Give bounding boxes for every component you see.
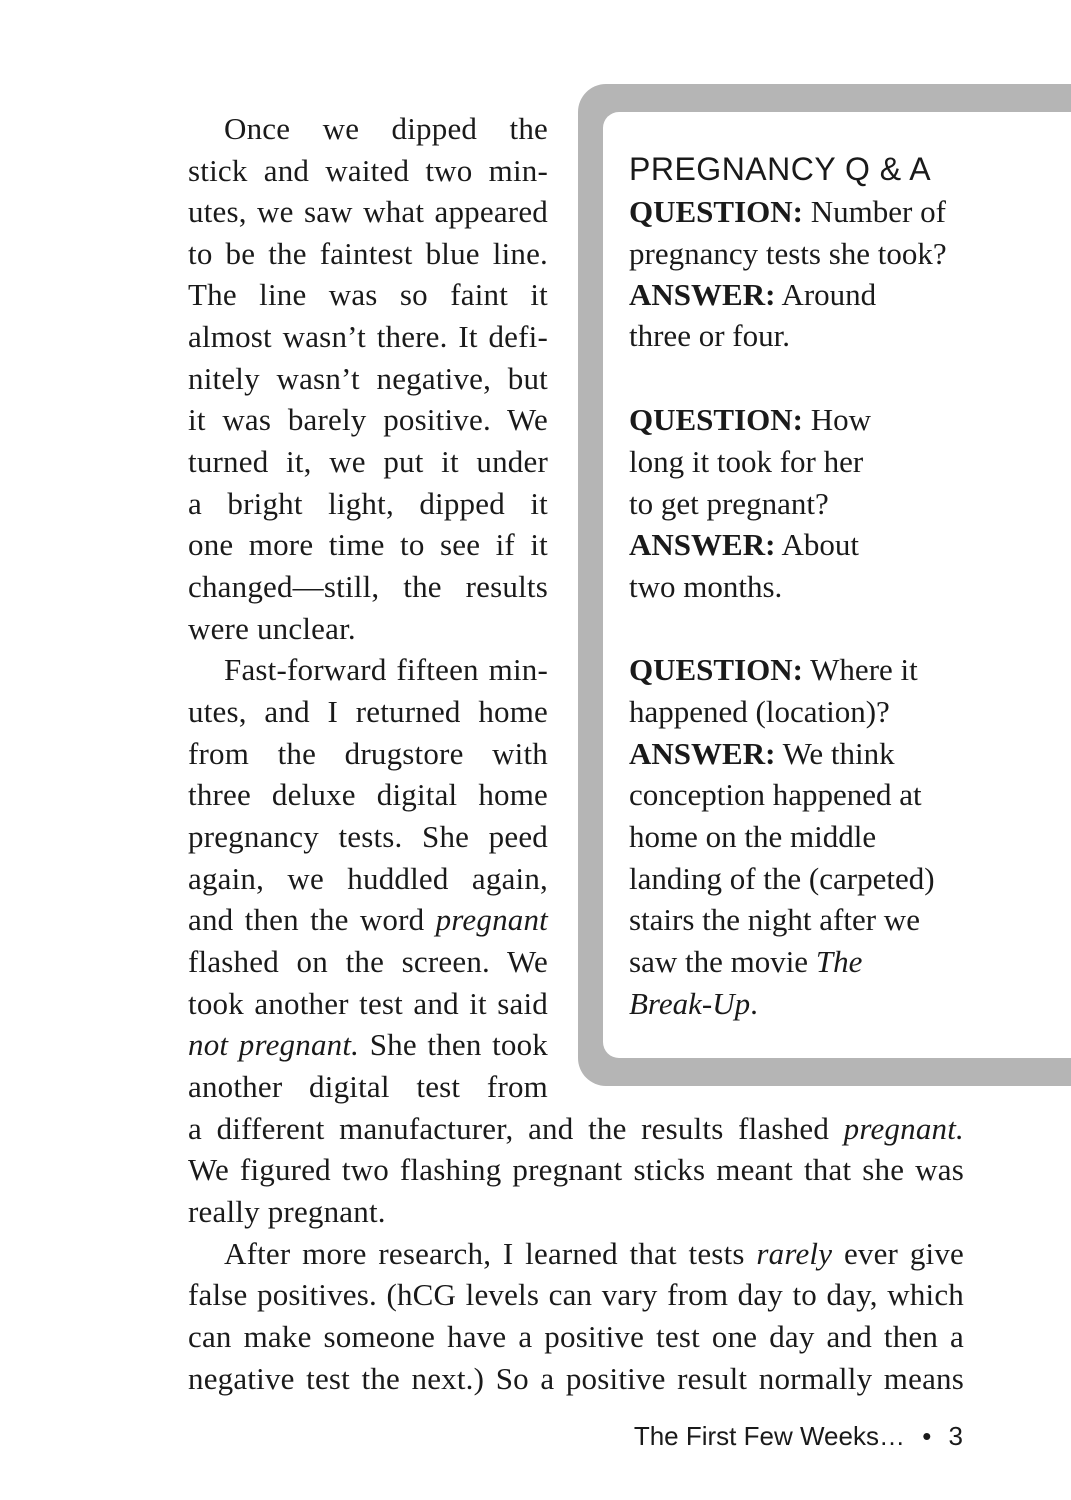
sidebar-line: stairs the night after we — [629, 902, 920, 937]
body-line: Once we dipped the — [224, 111, 548, 146]
sidebar-line: long it took for her — [629, 444, 864, 479]
sidebar-line: Break-Up. — [629, 986, 758, 1021]
sidebar-line: QUESTION: Where it — [629, 652, 918, 687]
sidebar-line: landing of the (carpeted) — [629, 861, 935, 896]
body-line: took another test and it said — [188, 986, 548, 1021]
body-line: a different manufacturer, and the results flashed pregnant. — [188, 1111, 964, 1146]
body-line: really pregnant. — [188, 1194, 386, 1229]
body-line: can make someone have a positive test one day and then a — [188, 1319, 964, 1354]
body-line: flashed on the screen. We — [188, 944, 548, 979]
footer-bullet: • — [922, 1421, 932, 1451]
body-line: to be the faintest blue line. — [188, 236, 548, 271]
body-line: from the drugstore with — [188, 736, 548, 771]
sidebar-line: QUESTION: How — [629, 402, 872, 437]
page-number: 3 — [948, 1421, 963, 1451]
sidebar-line: to get pregnant? — [629, 486, 829, 521]
sidebar-line: ANSWER: About — [629, 527, 859, 562]
sidebar-line: ANSWER: We think — [629, 736, 895, 771]
body-line: changed—still, the results — [188, 569, 548, 604]
page-footer — [634, 1416, 963, 1456]
sidebar-line: ANSWER: Around — [629, 277, 877, 312]
body-line: pregnancy tests. She peed — [188, 819, 548, 854]
body-line: false positives. (hCG levels can vary from day to day, which — [188, 1277, 964, 1312]
body-line: nitely wasn’t negative, but — [188, 361, 548, 396]
body-line: utes, and I returned home — [188, 694, 548, 729]
sidebar-line: QUESTION: Number of — [629, 194, 946, 229]
body-line: one more time to see if it — [188, 527, 548, 562]
body-line: almost wasn’t there. It defi- — [188, 319, 548, 354]
sidebar-line: three or four. — [629, 318, 790, 353]
body-line: it was barely positive. We — [188, 402, 548, 437]
body-line: utes, we saw what appeared — [188, 194, 548, 229]
body-line: another digital test from — [188, 1069, 548, 1104]
body-line: turned it, we put it under — [188, 444, 548, 479]
body-line: a bright light, dipped it — [188, 486, 548, 521]
body-line: were unclear. — [188, 611, 356, 646]
sidebar-title: PREGNANCY Q & A — [629, 151, 932, 187]
body-line: not pregnant. She then took — [188, 1027, 548, 1062]
sidebar-line: saw the movie The — [629, 944, 863, 979]
body-line: and then the word pregnant — [188, 902, 548, 937]
running-head: The First Few Weeks… — [633, 1421, 905, 1451]
body-line: again, we huddled again, — [188, 861, 548, 896]
body-line: stick and waited two min- — [188, 153, 548, 188]
body-line: We figured two flashing pregnant sticks meant that she was — [188, 1152, 964, 1187]
body-line: negative test the next.) So a positive result normally means — [188, 1361, 964, 1396]
sidebar-line: pregnancy tests she took? — [629, 236, 947, 271]
sidebar-line: home on the middle — [629, 819, 877, 854]
body-line: After more research, I learned that tests rarely ever give — [224, 1236, 964, 1271]
sidebar-line: conception happened at — [629, 777, 922, 812]
body-line: three deluxe digital home — [188, 777, 548, 812]
body-line: The line was so faint it — [188, 277, 548, 312]
sidebar-line: two months. — [629, 569, 783, 604]
sidebar-line: happened (location)? — [629, 694, 890, 729]
body-line: Fast-forward fifteen min- — [224, 652, 548, 687]
